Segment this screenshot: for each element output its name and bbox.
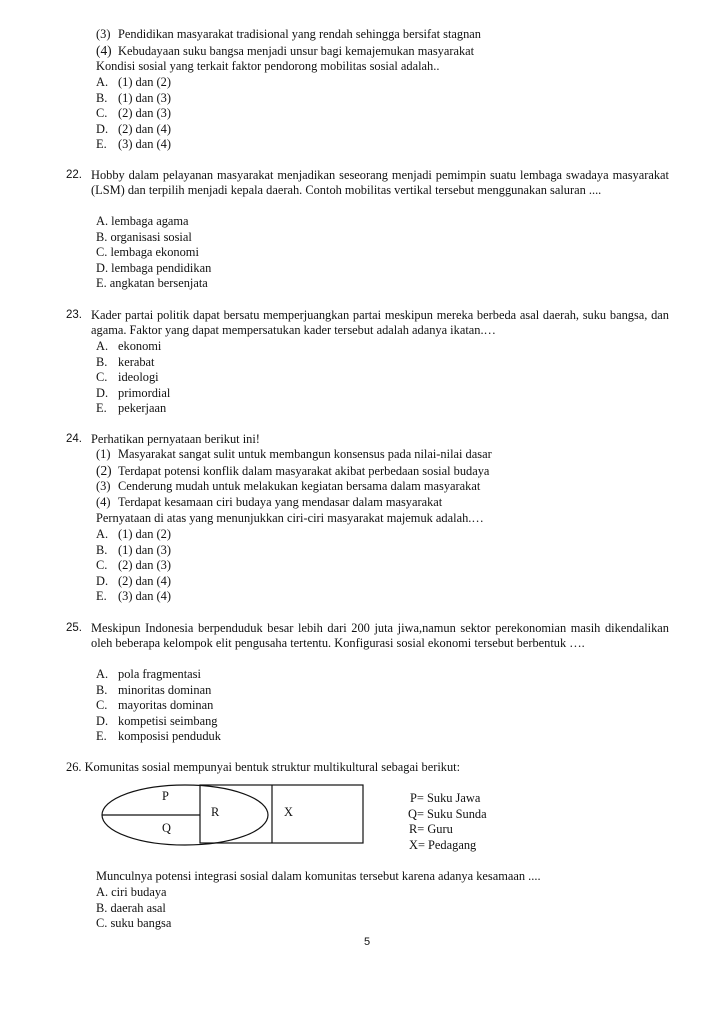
q21-statement-3: (3) Pendidikan masyarakat tradisional yang rendah sehingga bersifat stagnan: [96, 27, 482, 41]
page-number: 5: [364, 936, 371, 948]
q22-option-d[interactable]: D. lembaga pendidikan: [96, 260, 212, 275]
q26-question: Munculnya potensi integrasi sosial dalam komunitas tersebut karena adanya kesamaan ....: [96, 869, 541, 883]
q23-stem: 23. Kader partai politik dapat bersatu memperjuangkan partai meskipun mereka berbeda asal daerah, suku bangsa, dan agama. Faktor yang dapat mempersatukan kader tersebut adalah adanya ikatan.…: [66, 308, 669, 338]
q25-option-c[interactable]: C. mayoritas dominan: [96, 698, 214, 712]
q24-question: Pernyataan di atas yang menunjukkan ciri-ciri masyarakat majemuk adalah.…: [96, 511, 484, 525]
q24-stem: 24. Perhatikan pernyataan berikut ini!: [66, 432, 260, 447]
q24-option-d[interactable]: D. (2) dan (4): [96, 573, 171, 588]
q24-statement-2: (2) Terdapat potensi konflik dalam masyarakat akibat perbedaan sosial budaya: [96, 463, 490, 478]
q22-stem: 22. Hobby dalam pelayanan masyarakat menjadikan seseorang menjadi pemimpin suatu lembaga swadaya masyarakat (LSM) dan terpilih menjadi kepala daerah. Contoh mobilitas vertikal tersebut menggunakan saluran ....: [66, 168, 669, 198]
q25-option-b[interactable]: B. minoritas dominan: [96, 682, 212, 697]
q22-option-c[interactable]: C. lembaga ekonomi: [96, 245, 199, 259]
q24-option-c[interactable]: C. (2) dan (3): [96, 558, 171, 572]
q24-option-b[interactable]: B. (1) dan (3): [96, 542, 171, 557]
q26-stem: 26. Komunitas sosial mempunyai bentuk struktur multikultural sebagai berikut:: [66, 760, 461, 774]
q25-option-e[interactable]: E. komposisi penduduk: [96, 729, 221, 743]
q26-option-b[interactable]: B. daerah asal: [96, 900, 166, 915]
structure-diagram: [100, 784, 390, 846]
label-q: Q: [162, 821, 171, 835]
q21-option-a[interactable]: A. (1) dan (2): [96, 75, 171, 89]
q24-statement-3: (3) Cenderung mudah untuk melakukan kegiatan bersama dalam masyarakat: [96, 479, 481, 493]
q25-stem: 25. Meskipun Indonesia berpenduduk besar lebih dari 200 juta jiwa,namun sektor perekonomian masih dikendalikan oleh beberapa kelompok elit pengusaha tertentu. Konfigurasi sosial ekonomi tersebut berbentuk ….: [66, 621, 669, 651]
legend-x: X= Pedagang: [409, 837, 477, 852]
label-p: P: [162, 789, 169, 803]
q25-option-d[interactable]: D. kompetisi seimbang: [96, 713, 218, 728]
q23-option-e[interactable]: E. pekerjaan: [96, 401, 167, 415]
rx-rectangle: [200, 785, 363, 843]
q23-option-a[interactable]: A. ekonomi: [96, 339, 162, 353]
label-x: X: [284, 805, 293, 819]
q21-statement-4: (4) Kebudayaan suku bangsa menjadi unsur bagi kemajemukan masyarakat: [96, 43, 475, 58]
q24-statement-4: (4) Terdapat kesamaan ciri budaya yang mendasar dalam masyarakat: [96, 495, 443, 509]
q26-option-c[interactable]: C. suku bangsa: [96, 916, 172, 930]
q24-option-e[interactable]: E. (3) dan (4): [96, 589, 171, 603]
q21-option-e[interactable]: E. (3) dan (4): [96, 137, 171, 151]
legend-r: R= Guru: [409, 822, 453, 836]
q23-option-d[interactable]: D. primordial: [96, 385, 171, 400]
q21-option-b[interactable]: B. (1) dan (3): [96, 90, 171, 105]
q24-option-a[interactable]: A. (1) dan (2): [96, 527, 171, 541]
q21-question: Kondisi sosial yang terkait faktor pendorong mobilitas sosial adalah..: [96, 59, 440, 73]
q26-option-a[interactable]: A. ciri budaya: [96, 885, 167, 899]
q22-option-a[interactable]: A. lembaga agama: [96, 214, 189, 228]
label-r: R: [211, 805, 220, 819]
q23-option-c[interactable]: C. ideologi: [96, 370, 159, 384]
q23-option-b[interactable]: B. kerabat: [96, 354, 155, 369]
q22-option-b[interactable]: B. organisasi sosial: [96, 229, 192, 244]
q22-option-e[interactable]: E. angkatan bersenjata: [96, 276, 208, 290]
q24-statement-1: (1) Masyarakat sangat sulit untuk membangun konsensus pada nilai-nilai dasar: [96, 447, 492, 461]
legend-p: P= Suku Jawa: [410, 791, 481, 805]
q21-option-c[interactable]: C. (2) dan (3): [96, 106, 171, 120]
structure-diagram-shapes: [100, 784, 390, 846]
legend-q: Q= Suku Sunda: [408, 806, 487, 821]
q25-option-a[interactable]: A. pola fragmentasi: [96, 667, 201, 681]
q21-option-d[interactable]: D. (2) dan (4): [96, 121, 171, 136]
